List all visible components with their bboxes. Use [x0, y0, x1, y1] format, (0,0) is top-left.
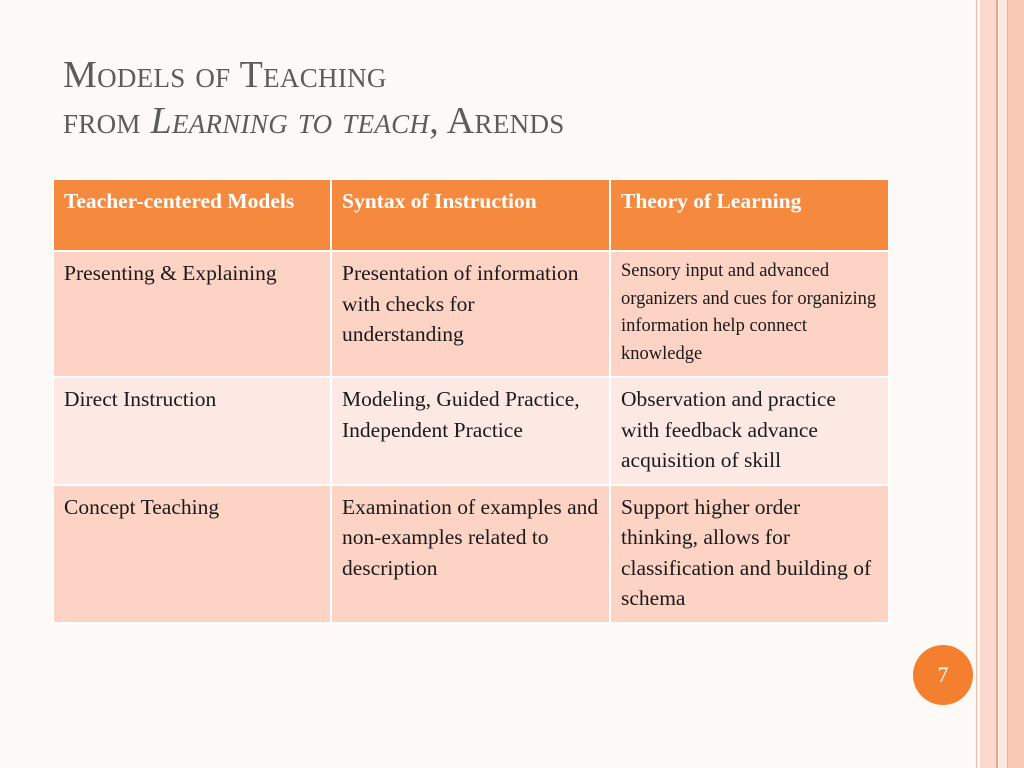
- table-row: [53, 377, 889, 485]
- header-teacher-centered-models: Teacher-centered Models: [53, 179, 331, 251]
- title-prefix: from: [63, 100, 151, 142]
- book-title: Learning to teach: [150, 100, 430, 142]
- model-cell: Concept Teaching: [53, 485, 331, 623]
- syntax-cell: Modeling, Guided Practice, Independent Practice: [331, 377, 610, 485]
- title-line-2: [63, 98, 863, 144]
- stripe: [999, 0, 1007, 768]
- theory-cell: Sensory input and advanced organizers and cues for organizing information help connect knowledge: [610, 251, 889, 377]
- stripe: [996, 0, 998, 768]
- models-table: [52, 178, 890, 624]
- decorative-side-stripes: [976, 0, 1024, 768]
- model-cell: Direct Instruction: [53, 377, 331, 485]
- model-cell: Presenting & Explaining: [53, 251, 331, 377]
- slide-title: [63, 52, 863, 144]
- page-number-badge: 7: [913, 645, 973, 705]
- header-theory-of-learning: Theory of Learning: [610, 179, 889, 251]
- header-syntax-of-instruction: Syntax of Instruction: [331, 179, 610, 251]
- table-header-row: [53, 179, 889, 251]
- table-row: [53, 485, 889, 623]
- stripe: [980, 0, 996, 768]
- stripe: [1008, 0, 1024, 768]
- title-line-1: Models of Teaching: [63, 54, 387, 96]
- syntax-cell: Examination of examples and non-examples related to description: [331, 485, 610, 623]
- table-row: [53, 251, 889, 377]
- theory-cell: Observation and practice with feedback advance acquisition of skill: [610, 377, 889, 485]
- theory-cell: Support higher order thinking, allows for classification and building of schema: [610, 485, 889, 623]
- title-author: , Arends: [429, 100, 565, 142]
- stripe: [976, 0, 977, 768]
- syntax-cell: Presentation of information with checks for understanding: [331, 251, 610, 377]
